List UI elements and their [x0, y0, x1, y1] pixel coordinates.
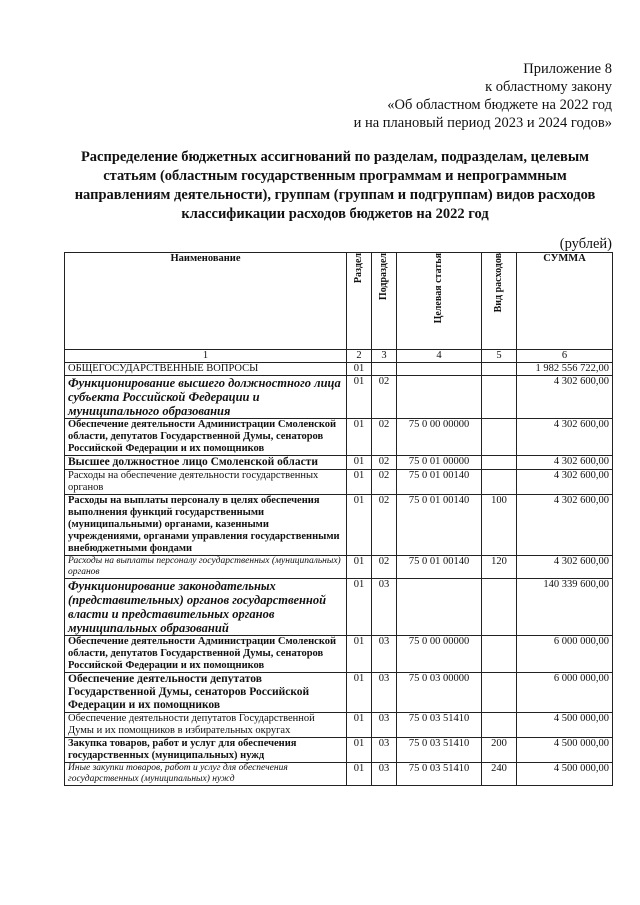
row-sum: 1 982 556 722,00	[517, 363, 613, 376]
header-type: Вид расходов	[493, 253, 504, 313]
row-name: Функционирование высшего должностного лица субъекта Российской Федерации и муниципального образования	[65, 376, 347, 419]
row-name: Обеспечение деятельности Администрации Смоленской области, депутатов Государственной Думы, сенаторов Российской Федерации и их помощников	[65, 419, 347, 456]
row-subsection: 03	[372, 763, 397, 786]
title-line-2: статьям (областным государственным программам и непрограммным	[103, 168, 567, 184]
table-row	[65, 470, 613, 495]
row-target	[397, 376, 482, 419]
header-name: Наименование	[65, 253, 347, 350]
row-section: 01	[347, 579, 372, 636]
row-section: 01	[347, 556, 372, 579]
appendix-line-1: Приложение 8	[523, 61, 612, 77]
row-sum: 4 302 600,00	[517, 470, 613, 495]
row-section: 01	[347, 376, 372, 419]
row-subsection: 02	[372, 495, 397, 556]
row-subsection: 03	[372, 738, 397, 763]
row-target: 75 0 01 00140	[397, 556, 482, 579]
row-section: 01	[347, 470, 372, 495]
row-section: 01	[347, 673, 372, 713]
row-name: Закупка товаров, работ и услуг для обеспечения государственных (муниципальных) нужд	[65, 738, 347, 763]
row-name: Высшее должностное лицо Смоленской области	[65, 456, 347, 470]
row-sum: 4 302 600,00	[517, 419, 613, 456]
title-line-4: классификации расходов бюджетов на 2022 год	[181, 206, 489, 222]
budget-table	[64, 252, 613, 786]
row-sum: 4 500 000,00	[517, 763, 613, 786]
row-subsection: 02	[372, 470, 397, 495]
row-section: 01	[347, 419, 372, 456]
row-name: Функционирование законодательных (представительных) органов государственной власти и представительных органов муниципальных образований	[65, 579, 347, 636]
table-row	[65, 376, 613, 419]
row-type	[482, 713, 517, 738]
header-sum: СУММА	[517, 253, 613, 350]
row-name: Обеспечение деятельности депутатов Государственной Думы и их помощников в избирательных округах	[65, 713, 347, 738]
appendix-line-3: «Об областном бюджете на 2022 год	[387, 97, 612, 113]
table-row	[65, 456, 613, 470]
row-subsection: 02	[372, 419, 397, 456]
row-name: Расходы на выплаты персоналу в целях обеспечения выполнения функций государственными (муниципальными) органами, казенными учреждениями, органами управления государственными внебюджетными фондами	[65, 495, 347, 556]
column-number: 1	[65, 350, 347, 363]
document-title	[40, 148, 630, 224]
column-number: 5	[482, 350, 517, 363]
row-section: 01	[347, 713, 372, 738]
row-type	[482, 376, 517, 419]
column-number: 6	[517, 350, 613, 363]
row-sum: 140 339 600,00	[517, 579, 613, 636]
row-subsection: 02	[372, 376, 397, 419]
row-type	[482, 419, 517, 456]
title-line-1: Распределение бюджетных ассигнований по разделам, подразделам, целевым	[80, 149, 590, 165]
row-target: 75 0 03 51410	[397, 738, 482, 763]
column-number-row	[65, 350, 613, 363]
row-name: Расходы на обеспечение деятельности государственных органов	[65, 470, 347, 495]
header-section: Раздел	[353, 253, 364, 284]
row-section: 01	[347, 763, 372, 786]
row-name: Иные закупки товаров, работ и услуг для обеспечения государственных (муниципальных) нужд	[65, 763, 347, 786]
row-type: 120	[482, 556, 517, 579]
row-target: 75 0 03 51410	[397, 763, 482, 786]
row-section: 01	[347, 738, 372, 763]
row-type	[482, 673, 517, 713]
row-sum: 4 302 600,00	[517, 376, 613, 419]
row-subsection: 03	[372, 636, 397, 673]
title-line-3: направлениям деятельности), группам (группам и подгруппам) видов расходов	[74, 187, 596, 203]
row-section: 01	[347, 363, 372, 376]
row-sum: 4 302 600,00	[517, 556, 613, 579]
row-name: ОБЩЕГОСУДАРСТВЕННЫЕ ВОПРОСЫ	[65, 363, 347, 376]
row-subsection: 03	[372, 673, 397, 713]
appendix-note	[354, 60, 612, 132]
column-number: 4	[397, 350, 482, 363]
row-type	[482, 579, 517, 636]
column-number: 2	[347, 350, 372, 363]
row-target: 75 0 01 00140	[397, 495, 482, 556]
row-type: 200	[482, 738, 517, 763]
row-type	[482, 363, 517, 376]
appendix-line-4: и на плановый период 2023 и 2024 годов»	[353, 115, 612, 131]
table-row	[65, 738, 613, 763]
row-subsection: 03	[372, 713, 397, 738]
row-target	[397, 579, 482, 636]
table-row	[65, 495, 613, 556]
header-subsection: Подраздел	[378, 253, 389, 301]
row-section: 01	[347, 495, 372, 556]
table-row	[65, 673, 613, 713]
row-subsection: 02	[372, 556, 397, 579]
table-row	[65, 636, 613, 673]
row-subsection: 02	[372, 456, 397, 470]
row-target: 75 0 01 00000	[397, 456, 482, 470]
row-target: 75 0 00 00000	[397, 419, 482, 456]
row-sum: 4 500 000,00	[517, 713, 613, 738]
row-name: Обеспечение деятельности депутатов Государственной Думы, сенаторов Российской Федерации и их помощников	[65, 673, 347, 713]
row-type: 100	[482, 495, 517, 556]
units-label: (рублей)	[559, 236, 612, 252]
row-sum: 4 500 000,00	[517, 738, 613, 763]
table-row	[65, 713, 613, 738]
row-target: 75 0 00 00000	[397, 636, 482, 673]
table-row	[65, 556, 613, 579]
row-sum: 6 000 000,00	[517, 673, 613, 713]
row-sum: 4 302 600,00	[517, 456, 613, 470]
row-name: Расходы на выплаты персоналу государственных (муниципальных) органов	[65, 556, 347, 579]
column-number: 3	[372, 350, 397, 363]
row-section: 01	[347, 456, 372, 470]
header-row	[65, 253, 613, 350]
row-section: 01	[347, 636, 372, 673]
table-row	[65, 419, 613, 456]
row-type	[482, 470, 517, 495]
header-target: Целевая статья	[433, 253, 444, 324]
row-type	[482, 456, 517, 470]
row-name: Обеспечение деятельности Администрации Смоленской области, депутатов Государственной Думы, сенаторов Российской Федерации и их помощников	[65, 636, 347, 673]
row-sum: 6 000 000,00	[517, 636, 613, 673]
row-target: 75 0 01 00140	[397, 470, 482, 495]
row-target	[397, 363, 482, 376]
row-type	[482, 636, 517, 673]
appendix-line-2: к областному закону	[485, 79, 612, 95]
row-target: 75 0 03 00000	[397, 673, 482, 713]
row-sum: 4 302 600,00	[517, 495, 613, 556]
row-subsection: 03	[372, 579, 397, 636]
table-row	[65, 579, 613, 636]
table-row	[65, 363, 613, 376]
row-type: 240	[482, 763, 517, 786]
row-target: 75 0 03 51410	[397, 713, 482, 738]
row-subsection	[372, 363, 397, 376]
table-row	[65, 763, 613, 786]
